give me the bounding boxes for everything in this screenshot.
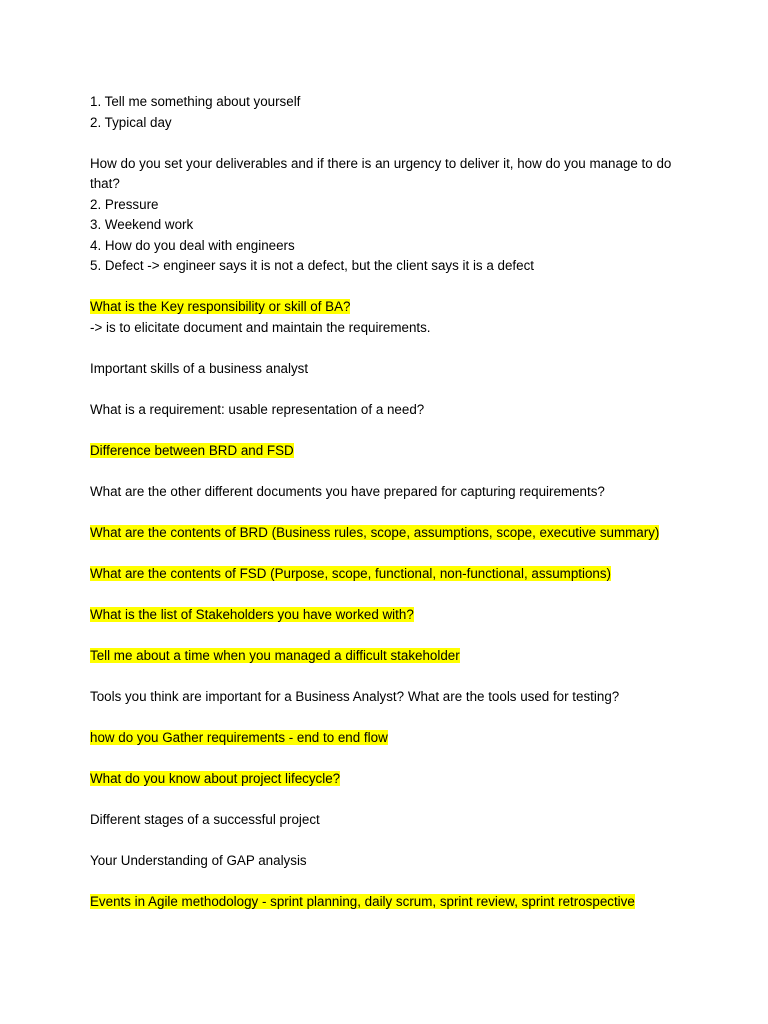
blank-line — [90, 543, 690, 564]
highlighted-question-stakeholders: What is the list of Stakeholders you have worked with? — [90, 606, 414, 622]
highlighted-question-difficult-stakeholder: Tell me about a time when you managed a difficult stakeholder — [90, 647, 460, 663]
blank-line — [90, 584, 690, 605]
question-deliverables-urgency: How do you set your deliverables and if there is an urgency to deliver it, how do you manage to do that? — [90, 155, 672, 191]
question-gap-analysis: Your Understanding of GAP analysis — [90, 852, 307, 868]
blank-line — [90, 461, 690, 482]
blank-line — [90, 748, 690, 769]
blank-line — [90, 625, 690, 646]
question-project-stages: Different stages of a successful project — [90, 811, 320, 827]
question-important-skills: Important skills of a business analyst — [90, 360, 309, 376]
blank-line — [90, 830, 690, 851]
question-tell-about-yourself: 1. Tell me something about yourself — [90, 94, 301, 109]
question-what-is-requirement: What is a requirement: usable representation of a need? — [90, 401, 425, 417]
answer-key-responsibility: -> is to elicitate document and maintain the requirements. — [90, 319, 431, 335]
blank-line — [90, 789, 690, 810]
question-deal-with-engineers: 4. How do you deal with engineers — [90, 237, 295, 253]
highlighted-question-agile-events: Events in Agile methodology - sprint planning, daily scrum, sprint review, sprint retrospective — [90, 893, 635, 909]
blank-line — [90, 379, 690, 400]
highlighted-question-brd-contents: What are the contents of BRD (Business rules, scope, assumptions, scope, executive summary) — [90, 524, 660, 540]
blank-line — [90, 133, 690, 154]
highlighted-question-fsd-contents: What are the contents of FSD (Purpose, scope, functional, non-functional, assumptions) — [90, 565, 612, 581]
blank-line — [90, 871, 690, 892]
blank-line — [90, 277, 690, 298]
question-tools: Tools you think are important for a Business Analyst? What are the tools used for testing? — [90, 688, 620, 704]
blank-line — [90, 666, 690, 687]
question-typical-day: 2. Typical day — [90, 114, 172, 130]
question-weekend-work: 3. Weekend work — [90, 217, 194, 232]
document-body — [90, 92, 690, 912]
highlighted-question-gather-requirements: how do you Gather requirements - end to end flow — [90, 729, 388, 745]
highlighted-question-key-responsibility: What is the Key responsibility or skill of BA? — [90, 299, 351, 314]
highlighted-question-project-lifecycle: What do you know about project lifecycle? — [90, 770, 341, 786]
question-defect-dispute: 5. Defect -> engineer says it is not a defect, but the client says it is a defect — [90, 258, 534, 273]
highlighted-question-brd-vs-fsd: Difference between BRD and FSD — [90, 442, 294, 458]
blank-line — [90, 502, 690, 523]
blank-line — [90, 338, 690, 359]
question-pressure: 2. Pressure — [90, 196, 159, 212]
blank-line — [90, 707, 690, 728]
blank-line — [90, 420, 690, 441]
question-other-documents: What are the other different documents you have prepared for capturing requirements? — [90, 483, 605, 499]
